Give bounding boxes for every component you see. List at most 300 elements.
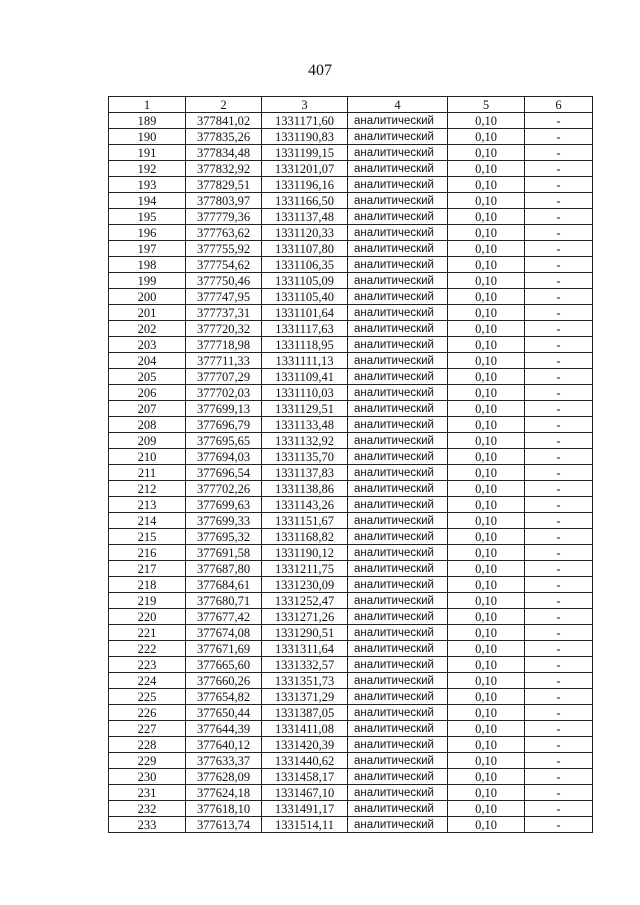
accuracy-cell: 0,10 <box>448 641 525 657</box>
x-coordinate-cell: 377737,31 <box>186 305 262 321</box>
method-cell: аналитический <box>348 737 448 753</box>
x-coordinate-cell: 377613,74 <box>186 817 262 833</box>
method-cell: аналитический <box>348 753 448 769</box>
method-cell: аналитический <box>348 337 448 353</box>
table-row <box>109 753 593 769</box>
method-cell: аналитический <box>348 641 448 657</box>
point-number-cell: 193 <box>109 177 186 193</box>
accuracy-cell: 0,10 <box>448 513 525 529</box>
accuracy-cell: 0,10 <box>448 705 525 721</box>
y-coordinate-cell: 1331190,83 <box>262 129 348 145</box>
y-coordinate-cell: 1331271,26 <box>262 609 348 625</box>
y-coordinate-cell: 1331132,92 <box>262 433 348 449</box>
x-coordinate-cell: 377779,36 <box>186 209 262 225</box>
method-cell: аналитический <box>348 289 448 305</box>
table-row <box>109 545 593 561</box>
accuracy-cell: 0,10 <box>448 561 525 577</box>
x-coordinate-cell: 377684,61 <box>186 577 262 593</box>
y-coordinate-cell: 1331211,75 <box>262 561 348 577</box>
y-coordinate-cell: 1331110,03 <box>262 385 348 401</box>
method-cell: аналитический <box>348 705 448 721</box>
note-cell: - <box>525 577 593 593</box>
x-coordinate-cell: 377650,44 <box>186 705 262 721</box>
y-coordinate-cell: 1331137,48 <box>262 209 348 225</box>
accuracy-cell: 0,10 <box>448 625 525 641</box>
point-number-cell: 222 <box>109 641 186 657</box>
y-coordinate-cell: 1331311,64 <box>262 641 348 657</box>
table-row <box>109 785 593 801</box>
note-cell: - <box>525 225 593 241</box>
x-coordinate-cell: 377696,54 <box>186 465 262 481</box>
point-number-cell: 217 <box>109 561 186 577</box>
method-cell: аналитический <box>348 513 448 529</box>
coordinates-table <box>108 96 593 833</box>
page-number: 407 <box>308 62 332 79</box>
point-number-cell: 197 <box>109 241 186 257</box>
point-number-cell: 190 <box>109 129 186 145</box>
point-number-cell: 203 <box>109 337 186 353</box>
point-number-cell: 192 <box>109 161 186 177</box>
x-coordinate-cell: 377763,62 <box>186 225 262 241</box>
x-coordinate-cell: 377680,71 <box>186 593 262 609</box>
method-cell: аналитический <box>348 161 448 177</box>
table-row <box>109 145 593 161</box>
x-coordinate-cell: 377841,02 <box>186 113 262 129</box>
x-coordinate-cell: 377699,33 <box>186 513 262 529</box>
accuracy-cell: 0,10 <box>448 689 525 705</box>
x-coordinate-cell: 377720,32 <box>186 321 262 337</box>
table-row <box>109 337 593 353</box>
x-coordinate-cell: 377671,69 <box>186 641 262 657</box>
accuracy-cell: 0,10 <box>448 273 525 289</box>
y-coordinate-cell: 1331190,12 <box>262 545 348 561</box>
y-coordinate-cell: 1331491,17 <box>262 801 348 817</box>
x-coordinate-cell: 377702,03 <box>186 385 262 401</box>
note-cell: - <box>525 385 593 401</box>
accuracy-cell: 0,10 <box>448 385 525 401</box>
note-cell: - <box>525 145 593 161</box>
accuracy-cell: 0,10 <box>448 737 525 753</box>
note-cell: - <box>525 465 593 481</box>
method-cell: аналитический <box>348 241 448 257</box>
note-cell: - <box>525 161 593 177</box>
method-cell: аналитический <box>348 305 448 321</box>
y-coordinate-cell: 1331467,10 <box>262 785 348 801</box>
point-number-cell: 229 <box>109 753 186 769</box>
method-cell: аналитический <box>348 209 448 225</box>
method-cell: аналитический <box>348 273 448 289</box>
y-coordinate-cell: 1331151,67 <box>262 513 348 529</box>
table-row <box>109 481 593 497</box>
y-coordinate-cell: 1331199,15 <box>262 145 348 161</box>
x-coordinate-cell: 377644,39 <box>186 721 262 737</box>
point-number-cell: 225 <box>109 689 186 705</box>
accuracy-cell: 0,10 <box>448 257 525 273</box>
note-cell: - <box>525 785 593 801</box>
table-row <box>109 321 593 337</box>
accuracy-cell: 0,10 <box>448 241 525 257</box>
header-cell-5: 5 <box>448 97 525 113</box>
x-coordinate-cell: 377633,37 <box>186 753 262 769</box>
accuracy-cell: 0,10 <box>448 593 525 609</box>
y-coordinate-cell: 1331252,47 <box>262 593 348 609</box>
method-cell: аналитический <box>348 673 448 689</box>
note-cell: - <box>525 433 593 449</box>
point-number-cell: 211 <box>109 465 186 481</box>
x-coordinate-cell: 377835,26 <box>186 129 262 145</box>
method-cell: аналитический <box>348 497 448 513</box>
accuracy-cell: 0,10 <box>448 353 525 369</box>
accuracy-cell: 0,10 <box>448 145 525 161</box>
table-row <box>109 257 593 273</box>
y-coordinate-cell: 1331168,82 <box>262 529 348 545</box>
x-coordinate-cell: 377832,92 <box>186 161 262 177</box>
table-row <box>109 433 593 449</box>
point-number-cell: 200 <box>109 289 186 305</box>
note-cell: - <box>525 289 593 305</box>
method-cell: аналитический <box>348 113 448 129</box>
note-cell: - <box>525 257 593 273</box>
y-coordinate-cell: 1331201,07 <box>262 161 348 177</box>
point-number-cell: 210 <box>109 449 186 465</box>
method-cell: аналитический <box>348 321 448 337</box>
table-row <box>109 721 593 737</box>
accuracy-cell: 0,10 <box>448 305 525 321</box>
table-row <box>109 401 593 417</box>
note-cell: - <box>525 353 593 369</box>
method-cell: аналитический <box>348 545 448 561</box>
table-row <box>109 449 593 465</box>
table-header <box>109 97 593 113</box>
point-number-cell: 223 <box>109 657 186 673</box>
accuracy-cell: 0,10 <box>448 801 525 817</box>
note-cell: - <box>525 449 593 465</box>
x-coordinate-cell: 377628,09 <box>186 769 262 785</box>
point-number-cell: 219 <box>109 593 186 609</box>
table-row <box>109 529 593 545</box>
y-coordinate-cell: 1331105,40 <box>262 289 348 305</box>
note-cell: - <box>525 497 593 513</box>
x-coordinate-cell: 377691,58 <box>186 545 262 561</box>
point-number-cell: 204 <box>109 353 186 369</box>
y-coordinate-cell: 1331371,29 <box>262 689 348 705</box>
point-number-cell: 216 <box>109 545 186 561</box>
method-cell: аналитический <box>348 433 448 449</box>
table-row <box>109 737 593 753</box>
note-cell: - <box>525 625 593 641</box>
point-number-cell: 220 <box>109 609 186 625</box>
method-cell: аналитический <box>348 145 448 161</box>
y-coordinate-cell: 1331120,33 <box>262 225 348 241</box>
y-coordinate-cell: 1331458,17 <box>262 769 348 785</box>
accuracy-cell: 0,10 <box>448 369 525 385</box>
method-cell: аналитический <box>348 257 448 273</box>
note-cell: - <box>525 657 593 673</box>
table-row <box>109 609 593 625</box>
y-coordinate-cell: 1331332,57 <box>262 657 348 673</box>
accuracy-cell: 0,10 <box>448 417 525 433</box>
point-number-cell: 214 <box>109 513 186 529</box>
x-coordinate-cell: 377618,10 <box>186 801 262 817</box>
accuracy-cell: 0,10 <box>448 337 525 353</box>
table-row <box>109 177 593 193</box>
header-cell-6: 6 <box>525 97 593 113</box>
table-row <box>109 369 593 385</box>
table-row <box>109 161 593 177</box>
header-cell-1: 1 <box>109 97 186 113</box>
note-cell: - <box>525 209 593 225</box>
x-coordinate-cell: 377747,95 <box>186 289 262 305</box>
x-coordinate-cell: 377702,26 <box>186 481 262 497</box>
note-cell: - <box>525 817 593 833</box>
x-coordinate-cell: 377750,46 <box>186 273 262 289</box>
note-cell: - <box>525 545 593 561</box>
point-number-cell: 212 <box>109 481 186 497</box>
header-cell-2: 2 <box>186 97 262 113</box>
table-row <box>109 417 593 433</box>
method-cell: аналитический <box>348 129 448 145</box>
accuracy-cell: 0,10 <box>448 449 525 465</box>
method-cell: аналитический <box>348 385 448 401</box>
y-coordinate-cell: 1331109,41 <box>262 369 348 385</box>
point-number-cell: 213 <box>109 497 186 513</box>
header-cell-4: 4 <box>348 97 448 113</box>
table-row <box>109 561 593 577</box>
point-number-cell: 191 <box>109 145 186 161</box>
point-number-cell: 206 <box>109 385 186 401</box>
point-number-cell: 207 <box>109 401 186 417</box>
point-number-cell: 230 <box>109 769 186 785</box>
point-number-cell: 224 <box>109 673 186 689</box>
table-row <box>109 497 593 513</box>
accuracy-cell: 0,10 <box>448 785 525 801</box>
table-row <box>109 225 593 241</box>
method-cell: аналитический <box>348 465 448 481</box>
table-row <box>109 465 593 481</box>
y-coordinate-cell: 1331351,73 <box>262 673 348 689</box>
point-number-cell: 202 <box>109 321 186 337</box>
x-coordinate-cell: 377624,18 <box>186 785 262 801</box>
y-coordinate-cell: 1331387,05 <box>262 705 348 721</box>
note-cell: - <box>525 561 593 577</box>
point-number-cell: 195 <box>109 209 186 225</box>
y-coordinate-cell: 1331166,50 <box>262 193 348 209</box>
table-row <box>109 625 593 641</box>
y-coordinate-cell: 1331129,51 <box>262 401 348 417</box>
y-coordinate-cell: 1331143,26 <box>262 497 348 513</box>
x-coordinate-cell: 377803,97 <box>186 193 262 209</box>
x-coordinate-cell: 377707,29 <box>186 369 262 385</box>
table-row <box>109 353 593 369</box>
method-cell: аналитический <box>348 657 448 673</box>
accuracy-cell: 0,10 <box>448 481 525 497</box>
x-coordinate-cell: 377699,63 <box>186 497 262 513</box>
table-row <box>109 273 593 289</box>
accuracy-cell: 0,10 <box>448 129 525 145</box>
y-coordinate-cell: 1331133,48 <box>262 417 348 433</box>
note-cell: - <box>525 801 593 817</box>
method-cell: аналитический <box>348 225 448 241</box>
note-cell: - <box>525 273 593 289</box>
point-number-cell: 198 <box>109 257 186 273</box>
note-cell: - <box>525 193 593 209</box>
table-row <box>109 657 593 673</box>
x-coordinate-cell: 377711,33 <box>186 353 262 369</box>
note-cell: - <box>525 769 593 785</box>
y-coordinate-cell: 1331138,86 <box>262 481 348 497</box>
y-coordinate-cell: 1331135,70 <box>262 449 348 465</box>
y-coordinate-cell: 1331107,80 <box>262 241 348 257</box>
accuracy-cell: 0,10 <box>448 193 525 209</box>
note-cell: - <box>525 753 593 769</box>
x-coordinate-cell: 377654,82 <box>186 689 262 705</box>
note-cell: - <box>525 721 593 737</box>
note-cell: - <box>525 481 593 497</box>
accuracy-cell: 0,10 <box>448 497 525 513</box>
accuracy-cell: 0,10 <box>448 817 525 833</box>
header-row <box>109 97 593 113</box>
accuracy-cell: 0,10 <box>448 225 525 241</box>
table-row <box>109 801 593 817</box>
y-coordinate-cell: 1331101,64 <box>262 305 348 321</box>
method-cell: аналитический <box>348 401 448 417</box>
point-number-cell: 205 <box>109 369 186 385</box>
note-cell: - <box>525 241 593 257</box>
accuracy-cell: 0,10 <box>448 769 525 785</box>
y-coordinate-cell: 1331117,63 <box>262 321 348 337</box>
method-cell: аналитический <box>348 529 448 545</box>
table-row <box>109 129 593 145</box>
method-cell: аналитический <box>348 817 448 833</box>
y-coordinate-cell: 1331137,83 <box>262 465 348 481</box>
note-cell: - <box>525 641 593 657</box>
note-cell: - <box>525 689 593 705</box>
method-cell: аналитический <box>348 193 448 209</box>
method-cell: аналитический <box>348 609 448 625</box>
table-row <box>109 241 593 257</box>
accuracy-cell: 0,10 <box>448 209 525 225</box>
point-number-cell: 209 <box>109 433 186 449</box>
note-cell: - <box>525 737 593 753</box>
y-coordinate-cell: 1331290,51 <box>262 625 348 641</box>
point-number-cell: 194 <box>109 193 186 209</box>
y-coordinate-cell: 1331118,95 <box>262 337 348 353</box>
y-coordinate-cell: 1331230,09 <box>262 577 348 593</box>
x-coordinate-cell: 377696,79 <box>186 417 262 433</box>
method-cell: аналитический <box>348 353 448 369</box>
method-cell: аналитический <box>348 561 448 577</box>
point-number-cell: 232 <box>109 801 186 817</box>
y-coordinate-cell: 1331105,09 <box>262 273 348 289</box>
point-number-cell: 199 <box>109 273 186 289</box>
y-coordinate-cell: 1331411,08 <box>262 721 348 737</box>
table-row <box>109 593 593 609</box>
point-number-cell: 221 <box>109 625 186 641</box>
method-cell: аналитический <box>348 769 448 785</box>
note-cell: - <box>525 673 593 689</box>
point-number-cell: 231 <box>109 785 186 801</box>
accuracy-cell: 0,10 <box>448 433 525 449</box>
note-cell: - <box>525 369 593 385</box>
header-cell-3: 3 <box>262 97 348 113</box>
note-cell: - <box>525 337 593 353</box>
table-row <box>109 305 593 321</box>
point-number-cell: 218 <box>109 577 186 593</box>
accuracy-cell: 0,10 <box>448 609 525 625</box>
y-coordinate-cell: 1331106,35 <box>262 257 348 273</box>
table-row <box>109 673 593 689</box>
point-number-cell: 196 <box>109 225 186 241</box>
method-cell: аналитический <box>348 625 448 641</box>
note-cell: - <box>525 401 593 417</box>
x-coordinate-cell: 377754,62 <box>186 257 262 273</box>
x-coordinate-cell: 377674,08 <box>186 625 262 641</box>
accuracy-cell: 0,10 <box>448 545 525 561</box>
note-cell: - <box>525 705 593 721</box>
accuracy-cell: 0,10 <box>448 465 525 481</box>
table-row <box>109 817 593 833</box>
accuracy-cell: 0,10 <box>448 161 525 177</box>
point-number-cell: 227 <box>109 721 186 737</box>
y-coordinate-cell: 1331111,13 <box>262 353 348 369</box>
note-cell: - <box>525 129 593 145</box>
accuracy-cell: 0,10 <box>448 113 525 129</box>
point-number-cell: 215 <box>109 529 186 545</box>
x-coordinate-cell: 377677,42 <box>186 609 262 625</box>
x-coordinate-cell: 377640,12 <box>186 737 262 753</box>
y-coordinate-cell: 1331440,62 <box>262 753 348 769</box>
x-coordinate-cell: 377829,51 <box>186 177 262 193</box>
table-row <box>109 705 593 721</box>
x-coordinate-cell: 377687,80 <box>186 561 262 577</box>
y-coordinate-cell: 1331171,60 <box>262 113 348 129</box>
x-coordinate-cell: 377834,48 <box>186 145 262 161</box>
accuracy-cell: 0,10 <box>448 321 525 337</box>
method-cell: аналитический <box>348 721 448 737</box>
x-coordinate-cell: 377660,26 <box>186 673 262 689</box>
method-cell: аналитический <box>348 417 448 433</box>
x-coordinate-cell: 377665,60 <box>186 657 262 673</box>
table-row <box>109 689 593 705</box>
method-cell: аналитический <box>348 577 448 593</box>
method-cell: аналитический <box>348 177 448 193</box>
accuracy-cell: 0,10 <box>448 673 525 689</box>
accuracy-cell: 0,10 <box>448 721 525 737</box>
accuracy-cell: 0,10 <box>448 177 525 193</box>
y-coordinate-cell: 1331420,39 <box>262 737 348 753</box>
method-cell: аналитический <box>348 593 448 609</box>
x-coordinate-cell: 377699,13 <box>186 401 262 417</box>
note-cell: - <box>525 529 593 545</box>
x-coordinate-cell: 377755,92 <box>186 241 262 257</box>
table-row <box>109 209 593 225</box>
note-cell: - <box>525 609 593 625</box>
accuracy-cell: 0,10 <box>448 753 525 769</box>
accuracy-cell: 0,10 <box>448 657 525 673</box>
method-cell: аналитический <box>348 481 448 497</box>
method-cell: аналитический <box>348 801 448 817</box>
x-coordinate-cell: 377695,32 <box>186 529 262 545</box>
y-coordinate-cell: 1331514,11 <box>262 817 348 833</box>
accuracy-cell: 0,10 <box>448 529 525 545</box>
note-cell: - <box>525 513 593 529</box>
table-row <box>109 641 593 657</box>
x-coordinate-cell: 377694,03 <box>186 449 262 465</box>
point-number-cell: 201 <box>109 305 186 321</box>
point-number-cell: 226 <box>109 705 186 721</box>
method-cell: аналитический <box>348 689 448 705</box>
y-coordinate-cell: 1331196,16 <box>262 177 348 193</box>
